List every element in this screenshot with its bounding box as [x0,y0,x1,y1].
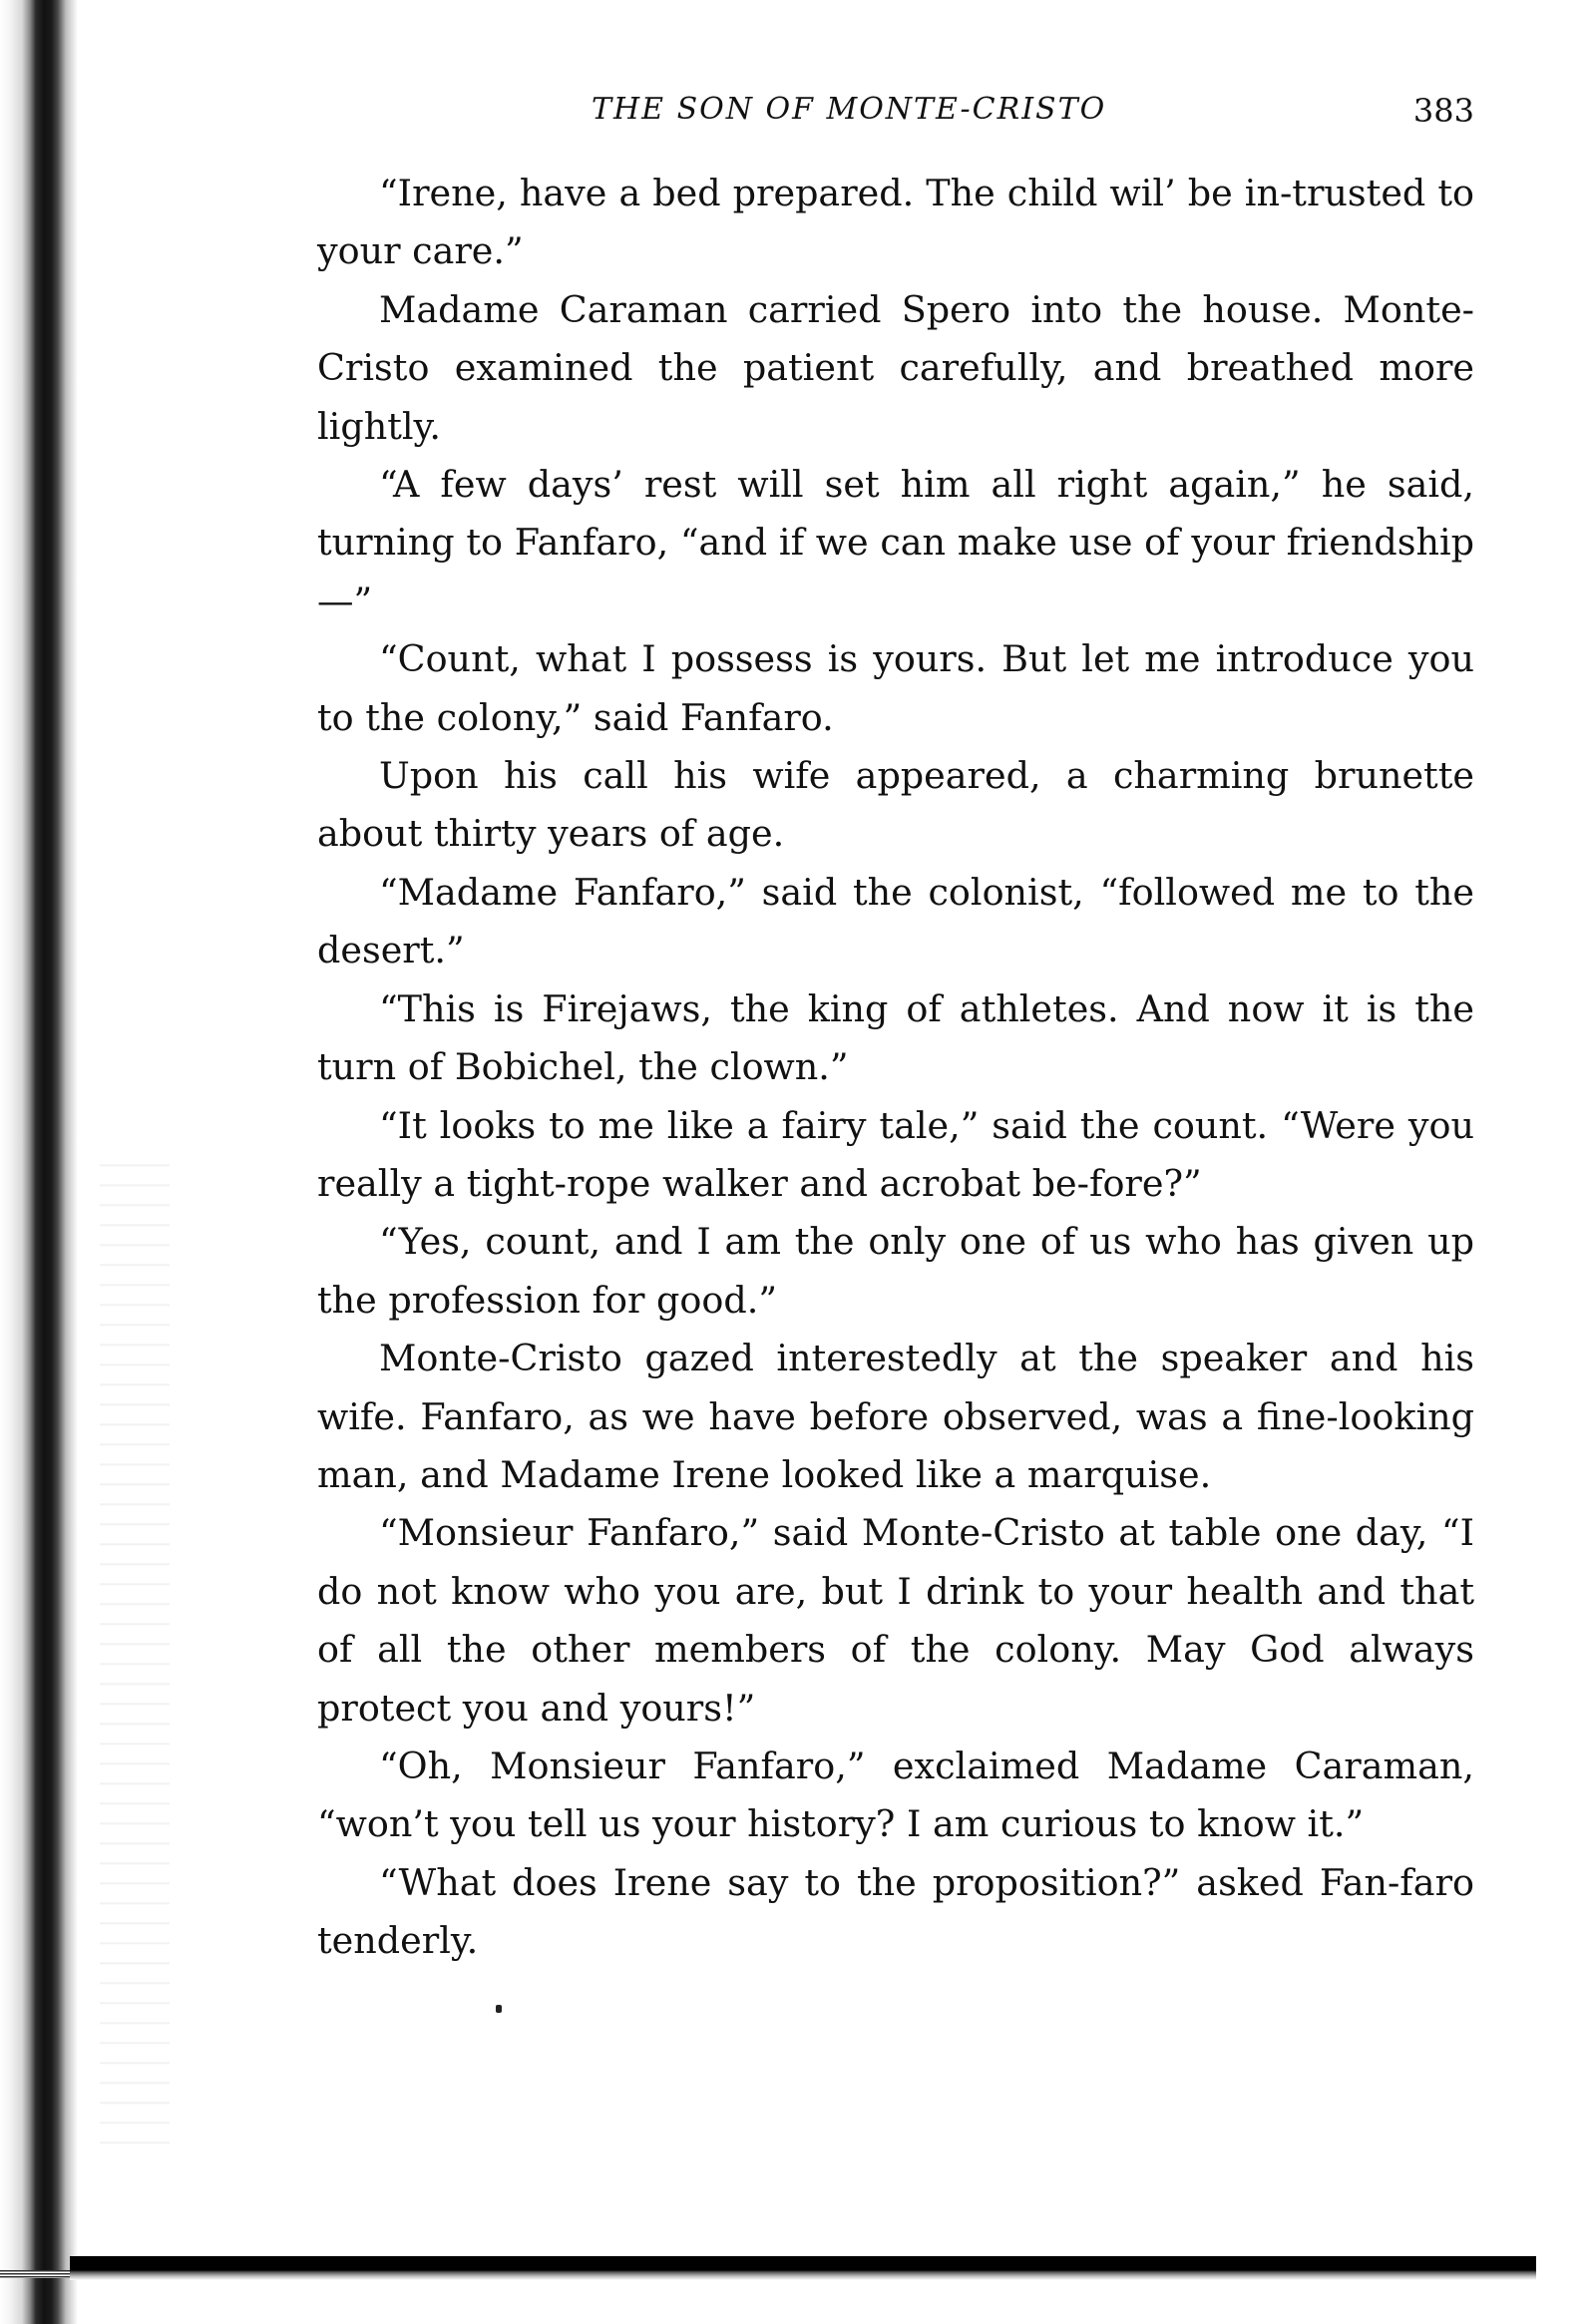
page-header [317,92,1474,140]
page-number: 383 [1412,92,1474,130]
scan-noise [100,1147,170,2144]
ink-speck [496,2005,502,2013]
running-title: THE SON OF MONTE-CRISTO [592,92,1107,127]
body-text [317,165,1474,1971]
bottom-page-edge [70,2256,1536,2280]
paragraph: “Oh, Monsieur Fanfaro,” exclaimed Madame Caraman, “won’t you tell us your history? I am curious to know it.” [317,1743,1474,1846]
paragraph: “It looks to me like a fairy tale,” said the count. “Were you really a tight-rope walker and acrobat be-fore?” [317,1103,1474,1205]
paragraph: “This is Firejaws, the king of athletes. And now it is the turn of Bobichel, the clown.” [317,986,1474,1089]
book-binding-edge [0,0,78,2324]
paragraph: “Monsieur Fanfaro,” said Monte-Cristo at table one day, “I do not know who you are, but I drink to your health and that of all the other members of the colony. May God always protect you and yours!” [317,1511,1474,1730]
paragraph: “A few days’ rest will set him all right again,” he said, turning to Fanfaro, “and if we can make use of your friendship—” [317,463,1474,622]
paragraph: Upon his call his wife appeared, a charming brunette about thirty years of age. [317,754,1474,856]
paragraph: “Madame Fanfaro,” said the colonist, “followed me to the desert.” [317,870,1474,972]
paragraph: “What does Irene say to the proposition?” asked Fan-faro tenderly. [317,1860,1474,1963]
paragraph: Monte-Cristo gazed interestedly at the speaker and his wife. Fanfaro, as we have before observed, was a fine-looking man, and Madame Irene looked like a marquise. [317,1337,1474,1496]
paragraph: Madame Caraman carried Spero into the house. Monte-Cristo examined the patient carefully, and breathed more lightly. [317,287,1474,448]
paragraph: “Irene, have a bed prepared. The child wil’ be in-trusted to your care.” [317,172,1474,273]
paragraph: “Count, what I possess is yours. But let me introduce you to the colony,” said Fanfaro. [317,637,1474,739]
paragraph: “Yes, count, and I am the only one of us who has given up the profession for good.” [317,1220,1474,1322]
